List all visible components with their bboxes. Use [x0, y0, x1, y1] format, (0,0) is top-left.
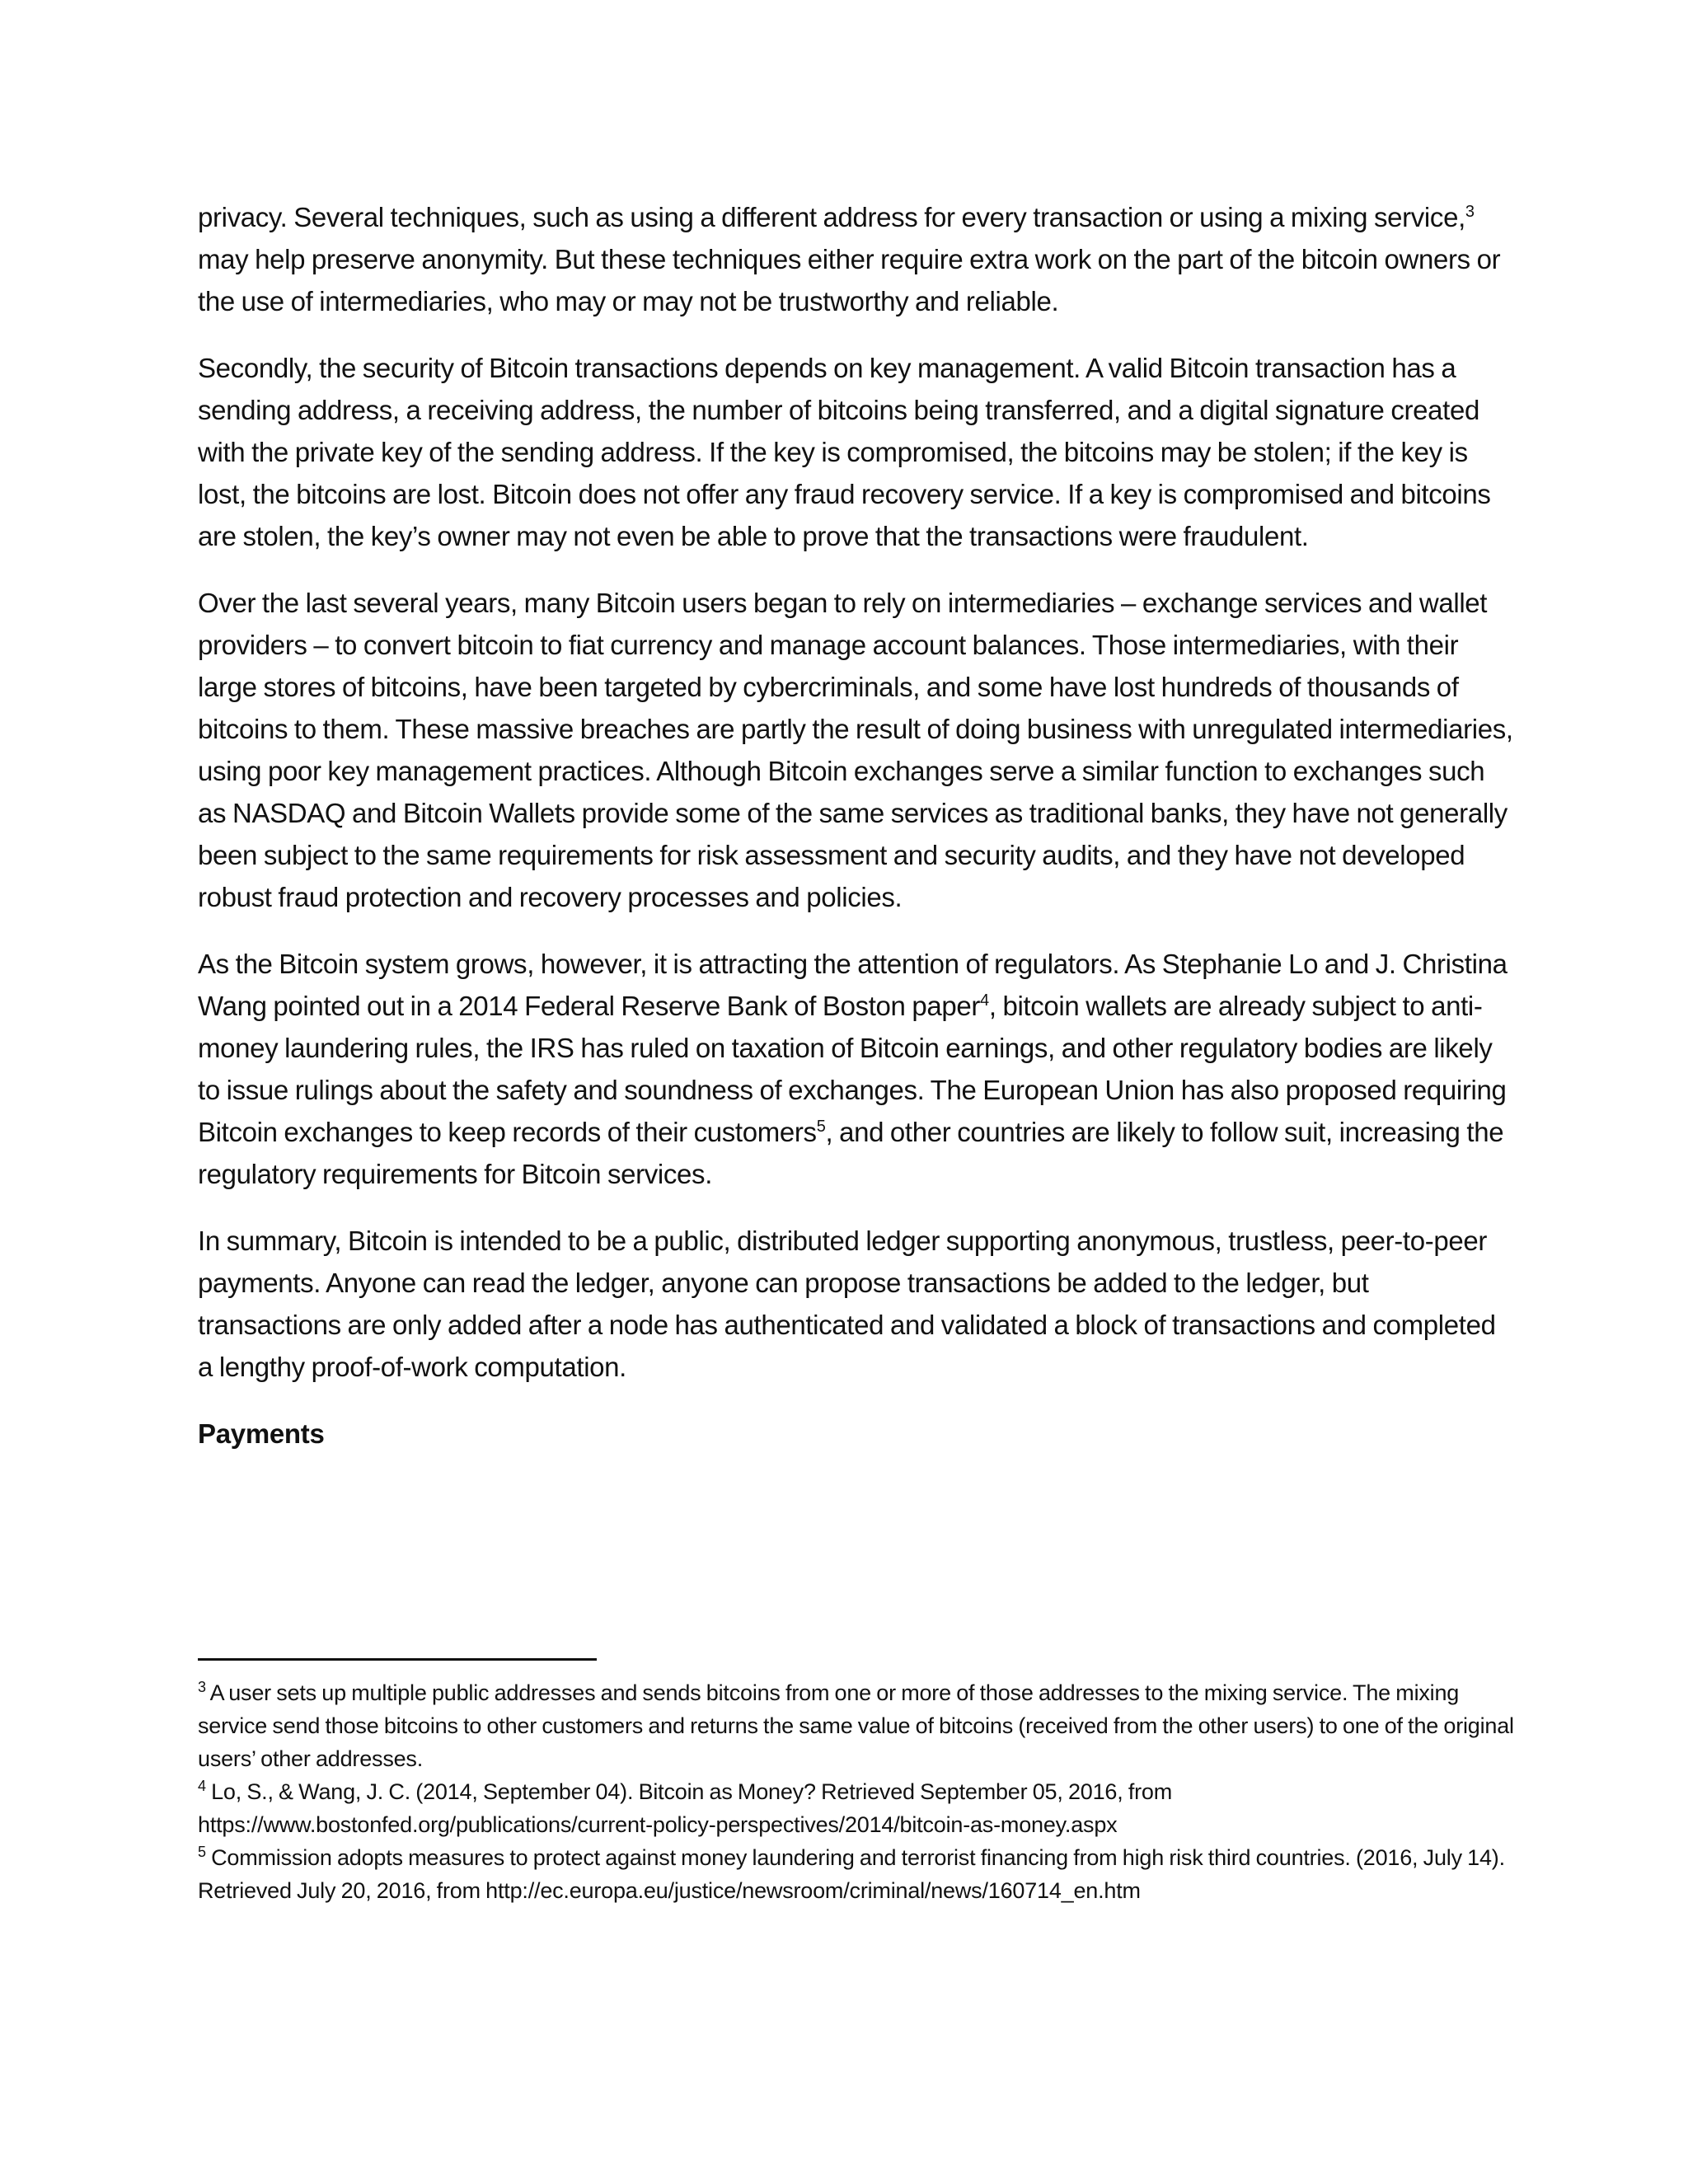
footnote-ref-3[interactable]: 3	[1465, 203, 1475, 221]
paragraph-regulators	[198, 943, 1517, 1195]
paragraph-intermediaries	[198, 582, 1517, 918]
paragraph-text: may help preserve anonymity. But these techniques either require extra work on the part of the bitcoin owners or the use of intermediaries, who may or may not be trustworthy and reliable.	[198, 244, 1501, 316]
paragraph-text: , and other countries are likely to follow suit, increasing the regulatory requirements for Bitcoin services.	[198, 1117, 1504, 1189]
paragraph-key-management	[198, 347, 1517, 557]
paragraph-text: As the Bitcoin system grows, however, it is attracting the attention of regulators. As Stephanie Lo and J. Christina Wang pointed out in a 2014 Federal Reserve Bank of Boston paper	[198, 949, 1507, 1021]
paragraph-text: privacy. Several techniques, such as using a different address for every transaction or using a mixing service,	[198, 202, 1465, 232]
footnotes	[198, 1676, 1517, 1907]
paragraph-privacy	[198, 196, 1517, 322]
footnote-ref-5[interactable]: 5	[816, 1118, 826, 1136]
footnote-4	[198, 1775, 1517, 1841]
footnote-separator	[198, 1658, 597, 1661]
footnote-text: Lo, S., & Wang, J. C. (2014, September 04). Bitcoin as Money? Retrieved September 05, 2016, from https://www.bostonfed.org/publications/current-policy-perspectives/2014/bitcoin-as-money.aspx	[198, 1779, 1173, 1837]
footnote-3	[198, 1676, 1517, 1775]
body-text	[198, 196, 1517, 1455]
paragraph-text: , bitcoin wallets are already subject to anti-money laundering rules, the IRS has ruled on taxation of Bitcoin earnings, and other regulatory bodies are likely to issue rulings about the safety and soundness of exchanges. The European Union has also proposed requiring Bitcoin exchanges to keep records of their customers	[198, 991, 1507, 1147]
footnote-ref-4[interactable]: 4	[980, 991, 989, 1010]
footnote-5	[198, 1841, 1517, 1907]
section-heading-payments: Payments	[198, 1418, 325, 1449]
paragraph-text: In summary, Bitcoin is intended to be a public, distributed ledger supporting anonymous, trustless, peer-to-peer payments. Anyone can read the ledger, anyone can propose transactions be added to the ledger, but transactions are only added after a node has authenticated and validated a block of transactions and completed a lengthy proof-of-work computation.	[198, 1226, 1496, 1382]
footnote-text: A user sets up multiple public addresses and sends bitcoins from one or more of those addresses to the mixing service. The mixing service send those bitcoins to other customers and returns the same value of bitcoins (received from the other users) to one of the original users’ other addresses.	[198, 1680, 1514, 1771]
paragraph-summary	[198, 1220, 1517, 1388]
paragraph-text: Over the last several years, many Bitcoin users began to rely on intermediaries – exchange services and wallet providers – to convert bitcoin to fiat currency and manage account balances. Those intermediaries, with their large stores of bitcoins, have been targeted by cybercriminals, and some have lost hundreds of thousands of bitcoins to them. These massive breaches are partly the result of doing business with unregulated intermediaries, using poor key management practices. Although Bitcoin exchanges serve a similar function to exchanges such as NASDAQ and Bitcoin Wallets provide some of the same services as traditional banks, they have not generally been subject to the same requirements for risk assessment and security audits, and they have not developed robust fraud protection and recovery processes and policies.	[198, 588, 1513, 912]
footnote-number: 4	[198, 1778, 206, 1794]
footnote-number: 3	[198, 1679, 206, 1695]
footnote-text: Commission adopts measures to protect against money laundering and terrorist financing from high risk third countries. (2016, July 14). Retrieved July 20, 2016, from http://ec.europa.eu/justice/newsroom/criminal/news/160714_en.htm	[198, 1845, 1505, 1903]
paragraph-text: Secondly, the security of Bitcoin transactions depends on key management. A valid Bitcoin transaction has a sending address, a receiving address, the number of bitcoins being transferred, and a digital signature created with the private key of the sending address. If the key is compromised, the bitcoins may be stolen; if the key is lost, the bitcoins are lost. Bitcoin does not offer any fraud recovery service. If a key is compromised and bitcoins are stolen, the key’s owner may not even be able to prove that the transactions were fraudulent.	[198, 353, 1491, 551]
footnote-number: 5	[198, 1844, 206, 1860]
